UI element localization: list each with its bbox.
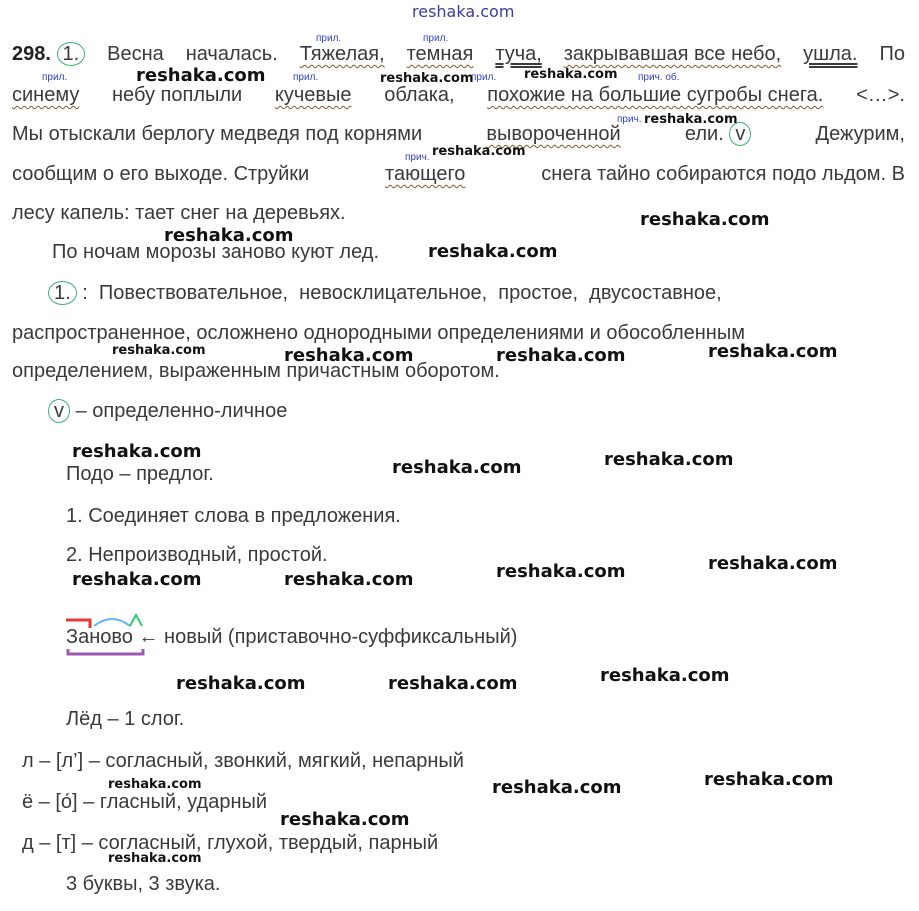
watermark: reshaka.com [604,449,734,470]
word-definition: темная [406,43,474,65]
word-definition: Тяжелая, [299,43,385,65]
paragraph-line-5: лесу капель: тает снег на деревьях. [12,202,346,224]
word: сообщим о его выходе. Струйки [12,163,310,185]
watermark: reshaka.com [640,209,770,230]
circle-mark-v: v [729,122,751,146]
analysis-v-line [48,399,287,423]
word-definition: синему [12,84,80,106]
watermark: reshaka.com [380,71,474,86]
word-definition: вывороченной [486,123,621,145]
circle-mark-1: 1. [57,42,86,66]
watermark: reshaka.com [112,343,206,358]
paragraph-line-6: По ночам морозы заново куют лед. [52,241,380,263]
watermark: reshaka.com [708,341,838,362]
phoneme-d: д – [т] – согласный, глухой, твердый, парный [22,832,439,854]
phoneme-l: л – [л’] – согласный, звонкий, мягкий, непарный [22,750,464,772]
watermark: reshaka.com [428,241,558,262]
watermark: reshaka.com [72,569,202,590]
watermark: reshaka.com [432,144,526,159]
watermark: reshaka.com [108,777,202,792]
word: По [879,43,905,65]
watermark: reshaka.com [136,65,266,86]
word: <…>. [856,84,905,106]
analysis-v-text: – определенно-личное [75,400,288,422]
led-summary: 3 буквы, 3 звука. [66,873,221,895]
watermark: reshaka.com [600,665,730,686]
watermark: reshaka.com [280,809,410,830]
watermark: reshaka.com [708,553,838,574]
word-participle-phrase: похожие на большие сугробы снега. [487,84,824,106]
word: Мы отыскали берлогу медведя под корнями [12,123,423,145]
podo-point-2: 2. Непроизводный, простой. [66,544,328,566]
analysis-line-3: определением, выраженным причастным оборотом. [12,360,500,382]
paragraph-line-1 [12,42,905,66]
analysis-line-2: распространенное, осложнено однородными определениями и обособленным [12,322,745,344]
watermark: reshaka.com [492,777,622,798]
analysis-line-1 [48,281,905,305]
watermark: reshaka.com [524,67,618,82]
podo-point-1: 1. Соединяет слова в предложения. [66,505,401,527]
word: снега тайно собираются подо льдом. В [541,163,905,185]
watermark: reshaka.com [176,673,306,694]
paragraph-line-2 [12,83,905,107]
label-adj: прил. [42,72,68,83]
word-definition: кучевые [274,84,352,106]
label-adj: прил. [316,33,342,44]
watermark: reshaka.com [164,225,294,246]
label-participle-phrase: прич. об. [638,72,680,83]
word: облака, [384,84,455,106]
watermark: reshaka.com [496,561,626,582]
label-adj: прил. [423,33,449,44]
word: Дежурим, [815,123,905,145]
analysis-text: : Повествовательное, невосклицательное, простое, двусоставное, [82,282,722,304]
circle-mark-1: 1. [48,281,77,305]
circle-mark-v: v [48,399,70,423]
word-participle-phrase: закрывавшая все небо, [563,43,782,65]
watermark: reshaka.com [388,673,518,694]
word-predicate: ушла. [803,43,858,65]
watermark: reshaka.com [284,345,414,366]
stem-mark [68,649,143,654]
word: началась. [185,43,278,65]
paragraph-line-4 [12,162,905,186]
word-subject: туча, [495,43,542,65]
watermark: reshaka.com [108,851,202,866]
led-title: Лёд – 1 слог. [66,708,185,730]
word: небу поплыли [112,84,243,106]
watermark: reshaka.com [496,345,626,366]
watermark: reshaka.com [644,112,738,127]
watermark: reshaka.com [704,769,834,790]
watermark-top: reshaka.com [412,2,515,21]
zanovo-word: Заново [66,626,133,648]
exercise-number: 298. [12,43,51,65]
watermark: reshaka.com [392,457,522,478]
label-adj: прил. [293,72,319,83]
word: ели. [684,123,724,145]
label-participle: прич. [617,114,642,125]
watermark: reshaka.com [284,569,414,590]
label-participle: прич. [405,152,430,163]
word: Весна [107,43,164,65]
zanovo-derivation: ← новый (приставочно-суффиксальный) [138,626,518,648]
paragraph-line-3 [12,122,905,146]
phoneme-yo: ё – [о́] – гласный, ударный [22,791,268,813]
label-adj: прил. [471,72,497,83]
podo-title: Подо – предлог. [66,463,214,485]
zanovo-line [66,625,517,649]
word-participle: тающего [385,163,466,185]
watermark: reshaka.com [72,441,202,462]
